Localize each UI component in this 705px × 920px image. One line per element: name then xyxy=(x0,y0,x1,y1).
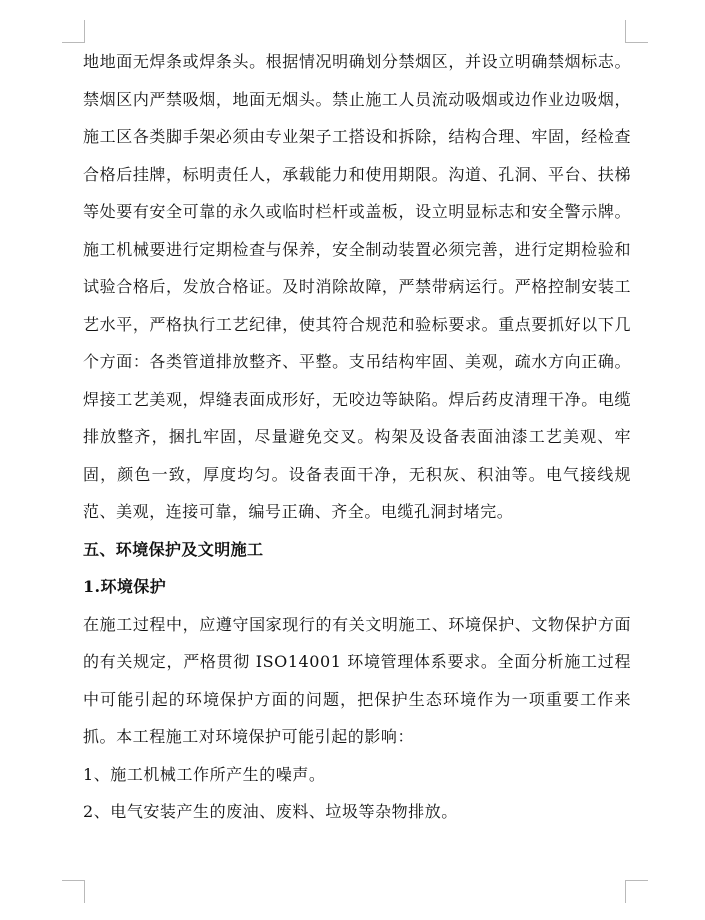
page-corner-mark-bottom-right xyxy=(625,880,648,903)
list-item: 2、电气安装产生的废油、废料、垃圾等杂物排放。 xyxy=(83,802,458,821)
page-corner-mark-bottom-left xyxy=(62,880,85,903)
document-body xyxy=(83,43,631,831)
section-heading: 五、环境保护及文明施工 xyxy=(83,539,264,559)
paragraph-environment: 在施工过程中，应遵守国家现行的有关文明施工、环境保护、文物保护方面的有关规定，严格贯彻 ISO14001 环境管理体系要求。全面分析施工过程中可能引起的环境保护方面的问题，把保护生态环境作为一项重要工作来抓。本工程施工对环境保护可能引起的影响： xyxy=(83,614,631,746)
list-item: 1、施工机械工作所产生的噪声。 xyxy=(83,764,326,784)
page-corner-mark-top-right xyxy=(625,20,648,43)
page-corner-mark-top-left xyxy=(62,20,85,43)
paragraph-safety-quality: 地地面无焊条或焊条头。根据情况明确划分禁烟区，并设立明确禁烟标志。禁烟区内严禁吸烟，地面无烟头。禁止施工人员流动吸烟或边作业边吸烟，施工区各类脚手架必须由专业架子工搭设和拆除，结构合理、牢固，经检查合格后挂牌，标明责任人，承载能力和使用期限。沟道、孔洞、平台、扶梯等处要有安全可靠的永久或临时栏杆或盖板，设立明显标志和安全警示牌。施工机械要进行定期检查与保养，安全制动装置必须完善，进行定期检验和试验合格后，发放合格证。及时消除故障，严禁带病运行。严格控制安装工艺水平，严格执行工艺纪律，使其符合规范和验标要求。重点要抓好以下几个方面：各类管道排放整齐、平整。支吊结构牢固、美观，疏水方向正确。焊接工艺美观，焊缝表面成形好，无咬边等缺陷。焊后药皮清理干净。电缆排放整齐，捆扎牢固，尽量避免交叉。构架及设备表面油漆工艺美观、牢固，颜色一致，厚度均匀。设备表面干净，无积灰、积油等。电气接线规范、美观，连接可靠，编号正确、齐全。电缆孔洞封堵完。 xyxy=(83,52,631,521)
subsection-heading: 1.环境保护 xyxy=(83,577,167,596)
